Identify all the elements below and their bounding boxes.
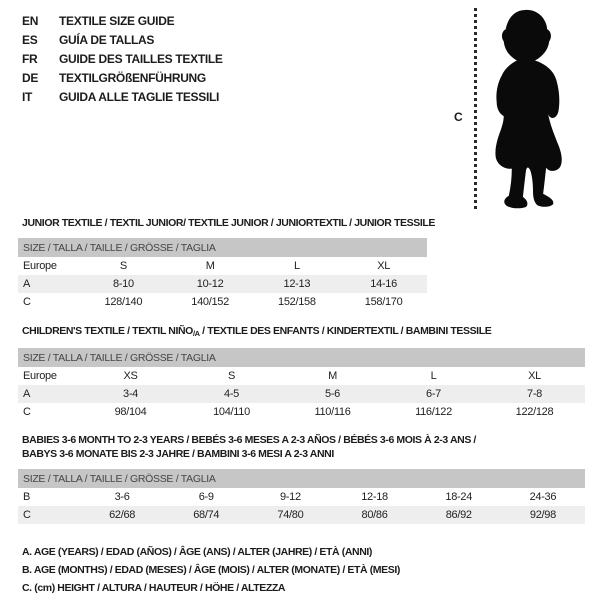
table-header-row (18, 348, 585, 367)
height-figure (450, 5, 590, 215)
size-cell: XS (123, 370, 138, 382)
junior-table-title: JUNIOR TEXTILE / TEXTIL JUNIOR/ TEXTILE JUNIOR / JUNIORTEXTIL / JUNIOR TESSILE (22, 217, 435, 229)
measurement-legend (22, 543, 585, 597)
legend-line-c: C. (cm) HEIGHT / ALTURA / HAUTEUR / HÖHE / ALTEZZA (22, 582, 286, 594)
size-cell: 24-36 (529, 491, 557, 503)
children-size-table (18, 348, 585, 421)
table-header-row (18, 238, 427, 257)
size-cell: 5-6 (282, 385, 383, 403)
size-header-band: SIZE / TALLA / TAILLE / GRÖSSE / TAGLIA (18, 238, 427, 257)
row-label: A (18, 385, 80, 403)
size-cell: 62/68 (80, 506, 164, 524)
babies-size-table (18, 469, 585, 524)
legend-line-a: A. AGE (YEARS) / EDAD (AÑOS) / ÂGE (ANS) / ALTER (JAHRE) / ETÀ (ANNI) (22, 546, 373, 558)
row-label: Europe (23, 370, 57, 382)
size-cell: 18-24 (445, 491, 473, 503)
size-cell: 86/92 (417, 506, 501, 524)
language-title: TEXTILGRÖßENFÜHRUNG (59, 71, 206, 85)
size-cell: L (430, 370, 437, 382)
table-row (18, 385, 585, 403)
size-cell: 104/110 (213, 406, 250, 418)
table-row (18, 293, 427, 311)
size-cell: 128/140 (104, 296, 143, 308)
size-cell: 3-4 (80, 385, 181, 403)
size-cell: 8-10 (80, 275, 167, 293)
language-row-it (22, 88, 223, 107)
size-cell: M (328, 370, 337, 382)
language-row-en (22, 12, 223, 31)
height-measure-label: C (454, 110, 463, 124)
language-row-fr (22, 50, 223, 69)
table-header-row (18, 469, 585, 488)
row-label: A (18, 275, 80, 293)
row-label: C (23, 406, 31, 418)
size-tables-section (18, 217, 585, 597)
size-header-band: SIZE / TALLA / TAILLE / GRÖSSE / TAGLIA (18, 469, 585, 488)
row-label: Europe (23, 260, 57, 272)
language-row-de (22, 69, 223, 88)
size-cell: 80/86 (332, 506, 416, 524)
babies-table-title (22, 433, 585, 461)
size-cell: 116/122 (415, 406, 452, 418)
size-cell: 74/80 (248, 506, 332, 524)
size-header-band: SIZE / TALLA / TAILLE / GRÖSSE / TAGLIA (18, 348, 585, 367)
size-cell: 68/74 (164, 506, 248, 524)
size-cell: 12-13 (254, 275, 341, 293)
size-cell: 6-9 (198, 491, 214, 503)
size-cell: 158/170 (364, 296, 403, 308)
size-cell: 98/104 (114, 406, 147, 418)
size-cell: 4-5 (181, 385, 282, 403)
junior-size-table (18, 238, 427, 311)
row-label: C (18, 506, 80, 524)
size-cell: 14-16 (340, 275, 427, 293)
size-cell: 152/158 (278, 296, 316, 308)
size-cell: S (227, 370, 236, 382)
size-cell: 110/116 (314, 406, 351, 418)
children-title-subscript: /A (192, 329, 200, 338)
language-title: GUIDE DES TAILLES TEXTILE (59, 52, 223, 66)
size-cell: 92/98 (501, 506, 585, 524)
size-cell: XL (377, 260, 391, 272)
children-title-prefix: CHILDREN'S TEXTILE / TEXTIL NIÑO (22, 325, 193, 337)
size-cell: S (119, 260, 127, 272)
table-row (18, 506, 585, 524)
height-dotted-line (474, 8, 477, 209)
table-row (18, 257, 427, 275)
babies-title-line2: BABYS 3-6 MONATE BIS 2-3 JAHRE / BAMBINI 3-6 MESI A 2-3 ANNI (22, 448, 334, 460)
size-cell: 3-6 (114, 491, 130, 503)
size-cell: L (293, 260, 300, 272)
size-cell: 140/152 (191, 296, 229, 308)
toddler-silhouette-icon (486, 9, 576, 209)
size-cell: 7-8 (484, 385, 585, 403)
children-title-suffix: / TEXTILE DES ENFANTS / KINDERTEXTIL / BAMBINI TESSILE (199, 325, 492, 337)
table-row (18, 403, 585, 421)
language-code: IT (22, 90, 33, 104)
babies-title-line1: BABIES 3-6 MONTH TO 2-3 YEARS / BEBÉS 3-6 MESES A 2-3 AÑOS / BÉBÉS 3-6 MOIS À 2-3 ANS / (22, 434, 476, 446)
size-cell: 6-7 (383, 385, 484, 403)
language-title: TEXTILE SIZE GUIDE (59, 14, 175, 28)
size-cell: XL (528, 370, 541, 382)
size-cell: 9-12 (279, 491, 301, 503)
children-table-title (22, 325, 585, 340)
language-row-es (22, 31, 223, 50)
table-row (18, 488, 585, 506)
table-row (18, 367, 585, 385)
language-code: FR (22, 52, 38, 66)
language-code: DE (22, 71, 39, 85)
row-label: C (23, 296, 31, 308)
size-cell: 10-12 (167, 275, 254, 293)
table-row (18, 275, 427, 293)
language-title: GUIDA ALLE TAGLIE TESSILI (59, 90, 220, 104)
size-cell: M (205, 260, 215, 272)
language-title: GUÍA DE TALLAS (59, 33, 155, 47)
legend-line-b: B. AGE (MONTHS) / EDAD (MESES) / ÂGE (MOIS) / ALTER (MONATE) / ETÀ (MESI) (22, 564, 400, 576)
row-label: B (23, 491, 31, 503)
language-list (22, 12, 223, 107)
size-cell: 12-18 (361, 491, 388, 503)
language-code: EN (22, 14, 39, 28)
language-code: ES (22, 33, 38, 47)
size-cell: 122/128 (515, 406, 554, 418)
